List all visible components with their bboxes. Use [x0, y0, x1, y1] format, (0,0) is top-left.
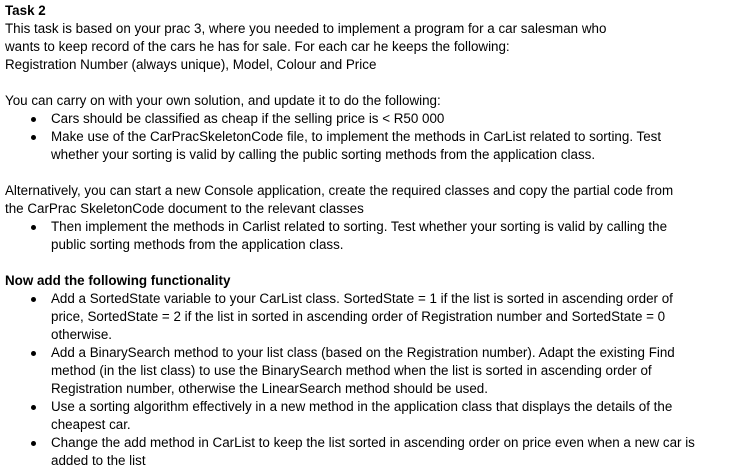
- functionality-heading: Now add the following functionality: [5, 273, 231, 288]
- list-item: [5, 344, 735, 398]
- list-item: [5, 110, 735, 128]
- list-item: [5, 128, 735, 164]
- bullet-icon: [31, 225, 36, 230]
- bullet-icon: [31, 135, 36, 140]
- bullet-text: Use a sorting algorithm effectively in a new method in the application class that displays the details of the cheapest car.: [51, 399, 673, 432]
- bullet-icon: [31, 405, 36, 410]
- bullet-icon: [31, 297, 36, 302]
- list-item: [5, 434, 735, 470]
- intro-line-2: wants to keep record of the cars he has for sale. For each car he keeps the following:: [5, 39, 510, 54]
- bullet-text: Cars should be classified as cheap if the selling price is < R50 000: [51, 111, 445, 126]
- bullet-text: Add a BinarySearch method to your list class (based on the Registration number). Adapt the existing Find method (in the list class) to use the BinarySearch method when the list is sorted in ascending order of Registration number, otherwise the LinearSearch method should be used.: [51, 345, 675, 396]
- intro-line-3: Registration Number (always unique), Model, Colour and Price: [5, 57, 377, 72]
- bullet-text: Then implement the methods in Carlist related to sorting. Test whether your sorting is valid by calling the public sorting methods from the application class.: [51, 219, 668, 252]
- bullet-icon: [31, 351, 36, 356]
- bullet-text: Change the add method in CarList to keep the list sorted in ascending order on price even when a new car is added to the list: [51, 435, 695, 468]
- functionality-list: [5, 290, 735, 470]
- bullet-icon: [31, 441, 36, 446]
- spacer: [5, 254, 735, 272]
- spacer: [5, 164, 735, 182]
- list-item: [5, 290, 735, 344]
- bullet-text: Make use of the CarPracSkeletonCode file, to implement the methods in CarList related to sorting. Test whether your sorting is valid by calling the public sorting methods from the application class.: [51, 129, 662, 162]
- list-item: [5, 218, 735, 254]
- bullet-text: Add a SortedState variable to your CarList class. SortedState = 1 if the list is sorted in ascending order of price, SortedState = 2 if the list in sorted in ascending order of Registration number and SortedState = 0 otherwise.: [51, 291, 673, 342]
- option1-lead: You can carry on with your own solution, and update it to do the following:: [5, 93, 441, 108]
- spacer: [5, 74, 735, 92]
- option1-list: [5, 110, 735, 164]
- option2-list: [5, 218, 735, 254]
- intro-line-1: This task is based on your prac 3, where you needed to implement a program for a car salesman who: [5, 21, 607, 36]
- bullet-icon: [31, 117, 36, 122]
- option2-lead: Alternatively, you can start a new Console application, create the required classes and copy the partial code from the CarPrac SkeletonCode document to the relevant classes: [5, 183, 674, 216]
- task-title: Task 2: [5, 3, 46, 18]
- list-item: [5, 398, 735, 434]
